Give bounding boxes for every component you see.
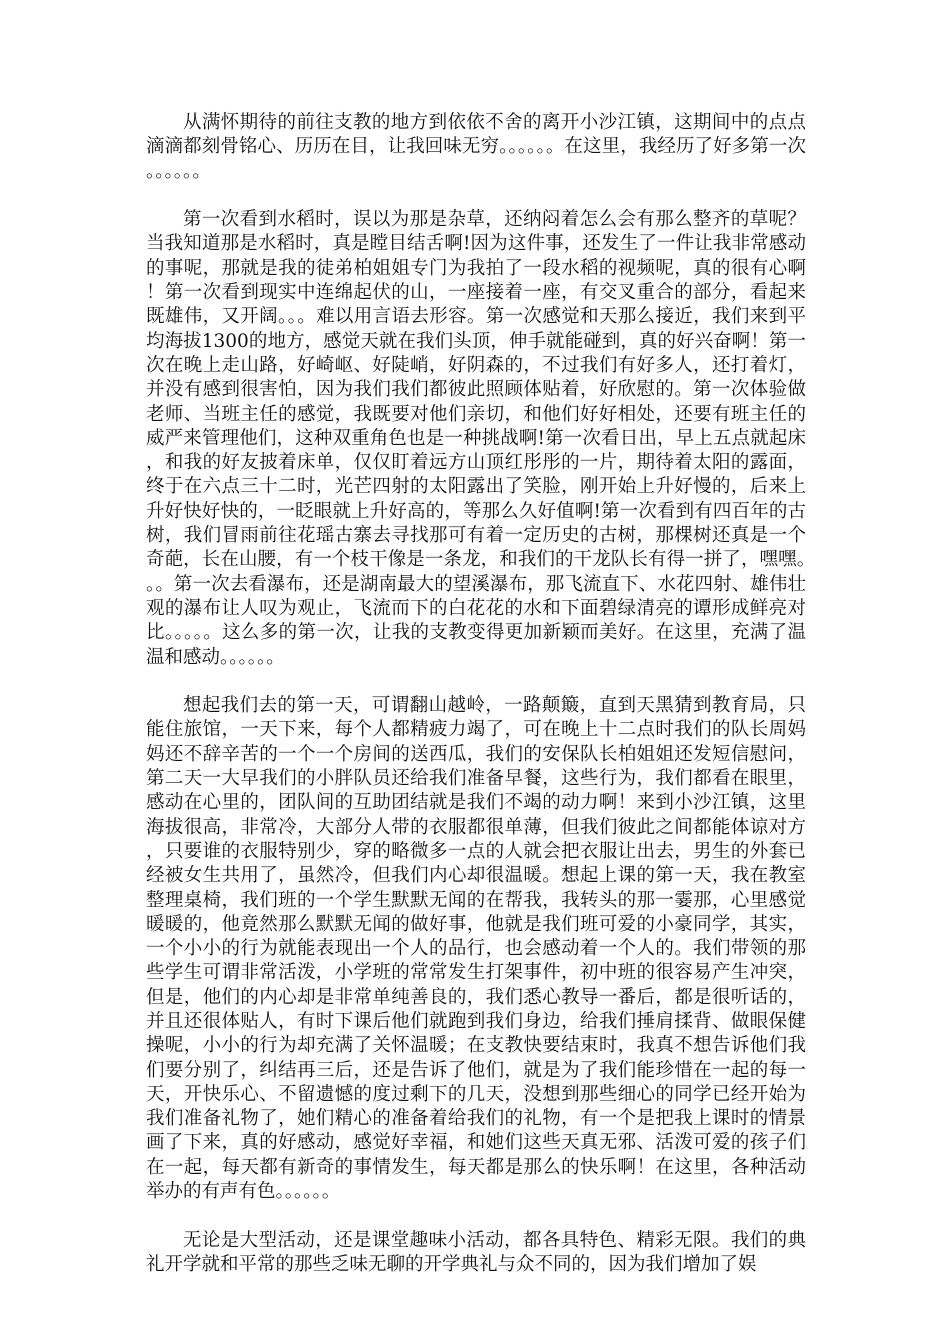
paragraph-activities: 无论是大型活动，还是课堂趣味小活动，都各具特色、精彩无限。我们的典礼开学就和平常的那些乏味无聊的开学典礼与众不同的，因为我们增加了娱 [146, 1229, 806, 1275]
document-page [146, 111, 806, 1302]
paragraph-warmth: 想起我们去的第一天，可谓翻山越岭，一路颠簸，直到天黑猜到教育局，只能住旅馆，一天下来，每个人都精疲力竭了，可在晚上十二点时我们的队长周妈妈还不辞辛苦的一个一个房间的送西瓜，我们的安保队长柏姐姐还发短信慰问，第二天一大早我们的小胖队员还给我们准备早餐，这些行为，我们都看在眼里，感动在心里的，团队间的互助团结就是我们不竭的动力啊！来到小沙江镇，这里海拔很高，非常冷，大部分人带的衣服都很单薄，但我们彼此之间都能体谅对方，只要谁的衣服特别少，穿的略微多一点的人就会把衣服让出去，男生的外套已经被女生共用了，虽然冷，但我们内心却很温暖。想起上课的第一天，我在教室整理桌椅，我们班的一个学生默默无闻的在帮我，我转头的那一霎那，心里感觉暖暖的，他竟然那么默默无闻的做好事，他就是我们班可爱的小豪同学，其实，一个小小的行为就能表现出一个人的品行，也会感动着一个人的。我们带领的那些学生可谓非常活泼，小学班的常常发生打架事件，初中班的很容易产生冲突，但是，他们的内心却是非常单纯善良的，我们悉心教导一番后，都是很听话的，并且还很体贴人，有时下课后他们就跑到我们身边，给我们捶肩揉背、做眼保健操呢，小小的行为却充满了关怀温暖；在支教快要结束时，我真不想告诉他们我们要分别了，纠结再三后，还是告诉了他们，就是为了我们能珍惜在一起的每一天，开快乐心、不留遗憾的度过剩下的几天，没想到那些细心的同学已经开始为我们准备礼物了，她们精心的准备着给我们的礼物，有一个是把我上课时的情景画了下来，真的好感动，感觉好幸福，和她们这些天真无邪、活泼可爱的孩子们在一起，每天都有新奇的事情发生，每天都是那么的快乐啊！在这里，各种活动举办的有声有色。。。。。。 [146, 695, 806, 1203]
paragraph-firsts: 第一次看到水稻时，误以为那是杂草，还纳闷着怎么会有那么整齐的草呢？当我知道那是水稻时，真是瞠目结舌啊!因为这件事，还发生了一件让我非常感动的事呢，那就是我的徒弟柏姐姐专门为我拍了一段水稻的视频呢，真的很有心啊！第一次看到现实中连绵起伏的山，一座接着一座，有交叉重合的部分，看起来既雄伟，又开阔。。。难以用言语去形容。第一次感觉和天那么接近，我们来到平均海拔1300的地方，感觉天就在我们头顶，伸手就能碰到，真的好兴奋啊！第一次在晚上走山路，好崎岖、好陡峭，好阴森的，不过我们有好多人，还打着灯，并没有感到很害怕，因为我们我们都彼此照顾体贴着，好欣慰的。第一次体验做老师、当班主任的感觉，我既要对他们亲切，和他们好好相处，还要有班主任的威严来管理他们，这种双重角色也是一种挑战啊!第一次看日出，早上五点就起床，和我的好友披着床单，仅仅盯着远方山顶红彤彤的一片，期待着太阳的露面，终于在六点三十二时，光芒四射的太阳露出了笑脸，刚开始上升好慢的，后来上升好快好快的，一眨眼就上升好高的，等那么久好值啊!第一次看到有四百年的古树，我们冒雨前往花瑶古寨去寻找那可有着一定历史的古树，那棵树还真是一个奇葩，长在山腰，有一个枝干像是一条龙，和我们的干龙队长有得一拼了，嘿嘿。。。第一次去看瀑布，还是湖南最大的望溪瀑布，那飞流直下、水花四射、雄伟壮观的瀑布让人叹为观止，飞流而下的白花花的水和下面碧绿清亮的谭形成鲜亮对比。。。。。这么多的第一次，让我的支教变得更加新颖而美好。在这里，充满了温温和感动。。。。。。 [146, 209, 806, 668]
paragraph-intro: 从满怀期待的前往支教的地方到依依不舍的离开小沙江镇，这期间中的点点滴滴都刻骨铭心、历历在目，让我回味无穷。。。。。。在这里，我经历了好多第一次。。。。。。 [146, 112, 806, 182]
